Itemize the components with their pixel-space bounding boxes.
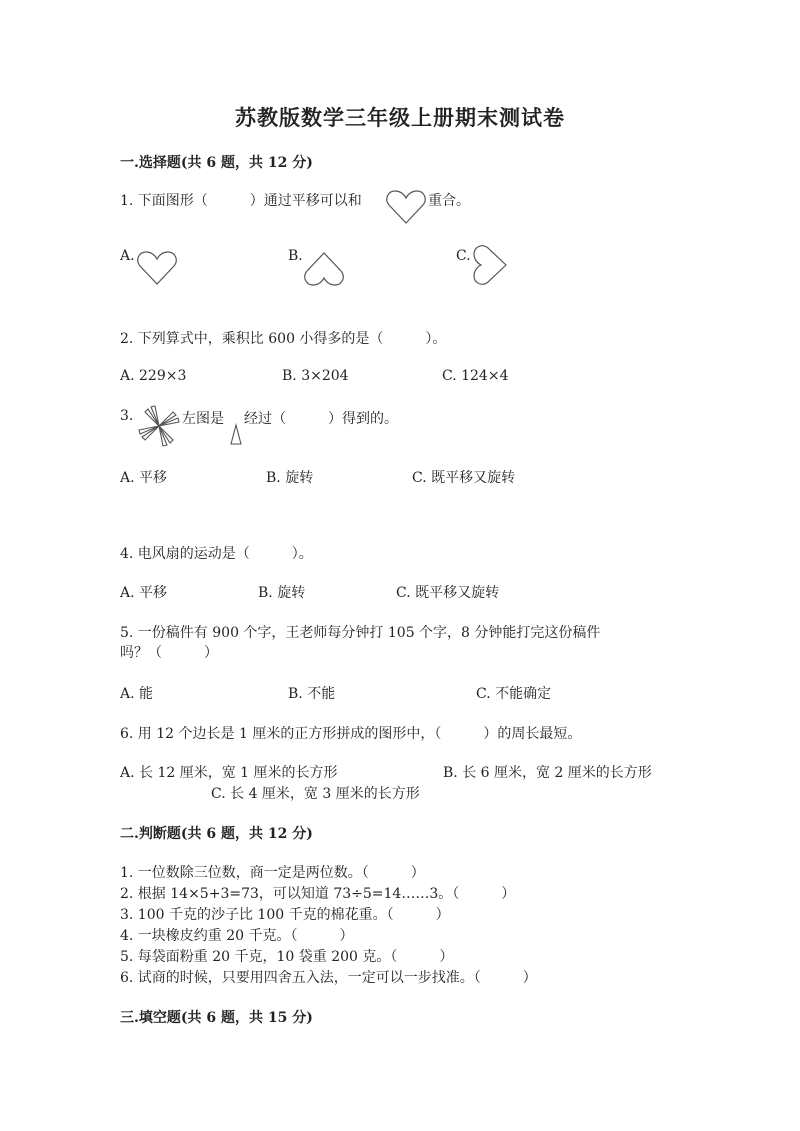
judge-item-6: 6. 试商的时候，只要用四舍五入法，一定可以一步找准。（ ） bbox=[120, 970, 537, 986]
question-3-text-b: 经过（ ）得到的。 bbox=[244, 411, 398, 427]
question-2-option-c: C. 124×4 bbox=[442, 368, 509, 384]
question-1-option-c-label: C. bbox=[456, 248, 471, 264]
question-6-option-c: C. 长 4 厘米，宽 3 厘米的长方形 bbox=[211, 786, 420, 802]
question-6-text: 6. 用 12 个边长是 1 厘米的正方形拼成的图形中，（ ）的周长最短。 bbox=[120, 726, 582, 742]
question-3-number: 3. bbox=[120, 408, 134, 424]
section-heading-fill-blank: 三.填空题(共 6 题，共 15 分) bbox=[120, 1010, 313, 1026]
heart-figure-option-b bbox=[304, 252, 344, 286]
question-4-option-b: B. 旋转 bbox=[258, 585, 306, 601]
question-5-option-b: B. 不能 bbox=[288, 686, 336, 702]
question-5-option-a: A. 能 bbox=[120, 686, 154, 702]
judge-item-5: 5. 每袋面粉重 20 千克，10 袋重 200 克。（ ） bbox=[120, 949, 454, 965]
section-heading-true-false: 二.判断题(共 6 题，共 12 分) bbox=[120, 826, 313, 842]
question-4-option-c: C. 既平移又旋转 bbox=[396, 585, 500, 601]
question-1-text-b: 重合。 bbox=[428, 193, 470, 209]
pinwheel-figure bbox=[138, 406, 180, 446]
question-1-option-a-label: A. bbox=[120, 248, 135, 264]
question-2-option-a: A. 229×3 bbox=[120, 368, 187, 384]
question-2-option-b: B. 3×204 bbox=[282, 368, 349, 384]
question-4-text: 4. 电风扇的运动是（ ）。 bbox=[120, 546, 313, 562]
judge-item-4: 4. 一块橡皮约重 20 千克。（ ） bbox=[120, 928, 354, 944]
heart-figure-target bbox=[386, 190, 426, 224]
question-5-line-1: 5. 一份稿件有 900 个字，王老师每分钟打 105 个字，8 分钟能打完这份稿件 bbox=[120, 625, 601, 641]
question-6-option-b: B. 长 6 厘米，宽 2 厘米的长方形 bbox=[443, 765, 652, 781]
judge-item-1: 1. 一位数除三位数，商一定是两位数。（ ） bbox=[120, 865, 425, 881]
heart-figure-option-a bbox=[137, 251, 177, 285]
question-4-option-a: A. 平移 bbox=[120, 585, 168, 601]
question-3-option-c: C. 既平移又旋转 bbox=[412, 470, 516, 486]
question-2-text: 2. 下列算式中，乘积比 600 小得多的是（ ）。 bbox=[120, 331, 447, 347]
question-3-option-b: B. 旋转 bbox=[266, 470, 314, 486]
judge-item-3: 3. 100 千克的沙子比 100 千克的棉花重。（ ） bbox=[120, 907, 450, 923]
question-6-option-a: A. 长 12 厘米，宽 1 厘米的长方形 bbox=[120, 765, 338, 781]
question-1-option-b-label: B. bbox=[288, 248, 303, 264]
triangle-figure bbox=[229, 424, 243, 446]
question-1-text-a: 1. 下面图形（ ）通过平移可以和 bbox=[120, 193, 362, 209]
section-heading-choice: 一.选择题(共 6 题，共 12 分) bbox=[120, 155, 313, 171]
question-5-option-c: C. 不能确定 bbox=[476, 686, 552, 702]
heart-figure-option-c bbox=[470, 245, 510, 285]
question-3-option-a: A. 平移 bbox=[120, 470, 168, 486]
judge-item-2: 2. 根据 14×5+3=73，可以知道 73÷5=14……3。（ ） bbox=[120, 886, 516, 902]
question-5-line-2: 吗？（ ） bbox=[120, 645, 218, 661]
page-title: 苏教版数学三年级上册期末测试卷 bbox=[235, 105, 565, 130]
question-3-text-a: 左图是 bbox=[182, 411, 224, 427]
